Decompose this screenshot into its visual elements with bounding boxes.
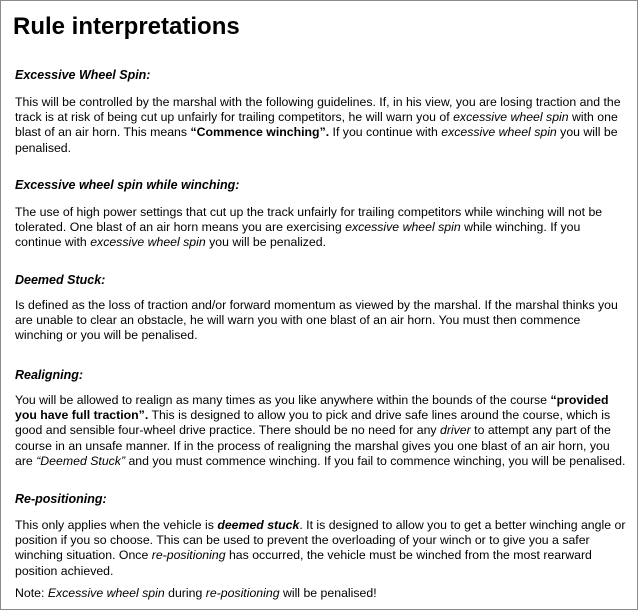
paragraph-deemed-stuck: Is defined as the loss of traction and/or forward momentum as viewed by the marshal. If the marshal thinks you are unable to clear an obstacle, he will warn you with one blast of an air horn. You must then commence winching or you will be penalised. <box>15 298 618 343</box>
heading-re-positioning: Re-positioning: <box>15 492 107 506</box>
paragraph-excessive-wheel-spin: This will be controlled by the marshal with the following guidelines. If, in his view, you are losing traction and the track is at risk of being cut up unfairly for trailing competitors, he will warn you of excessive wheel spin with one blast of an air horn. This means “Commence winching”. If you continue with excessive wheel spin you will be penalised. <box>15 95 621 155</box>
page-title: Rule interpretations <box>13 13 240 40</box>
heading-excessive-wheel-spin: Excessive Wheel Spin: <box>15 68 151 82</box>
heading-deemed-stuck: Deemed Stuck: <box>15 273 106 287</box>
paragraph-re-positioning: This only applies when the vehicle is deemed stuck. It is designed to allow you to get a better winching angle or position if you so choose. This can be used to prevent the overloading of your winch or to give you a safer winching situation. Once re-positioning has occurred, the vehicle must be winched from the most rearward position achieved. <box>15 518 626 578</box>
note-re-positioning: Note: Excessive wheel spin during re-positioning will be penalised! <box>15 586 377 600</box>
paragraph-realigning: You will be allowed to realign as many times as you like anywhere within the bounds of the course “provided you have full traction”. This is designed to allow you to pick and drive safe lines around the course, which is good and sensible four-wheel drive practice. There should be no need for any driver to attempt any part of the course in an unsafe manner. If in the process of realigning the marshal gives you one blast of an air horn, you are “Deemed Stuck” and you must commence winching. If you fail to commence winching, you will be penalised. <box>15 393 626 468</box>
heading-realigning: Realigning: <box>15 368 84 382</box>
paragraph-wheel-spin-while-winching: The use of high power settings that cut up the track unfairly for trailing competitors while winching will not be tolerated. One blast of an air horn means you are exercising excessive wheel spin while winching. If you continue with excessive wheel spin you will be penalized. <box>15 205 603 250</box>
heading-wheel-spin-while-winching: Excessive wheel spin while winching: <box>15 178 240 192</box>
